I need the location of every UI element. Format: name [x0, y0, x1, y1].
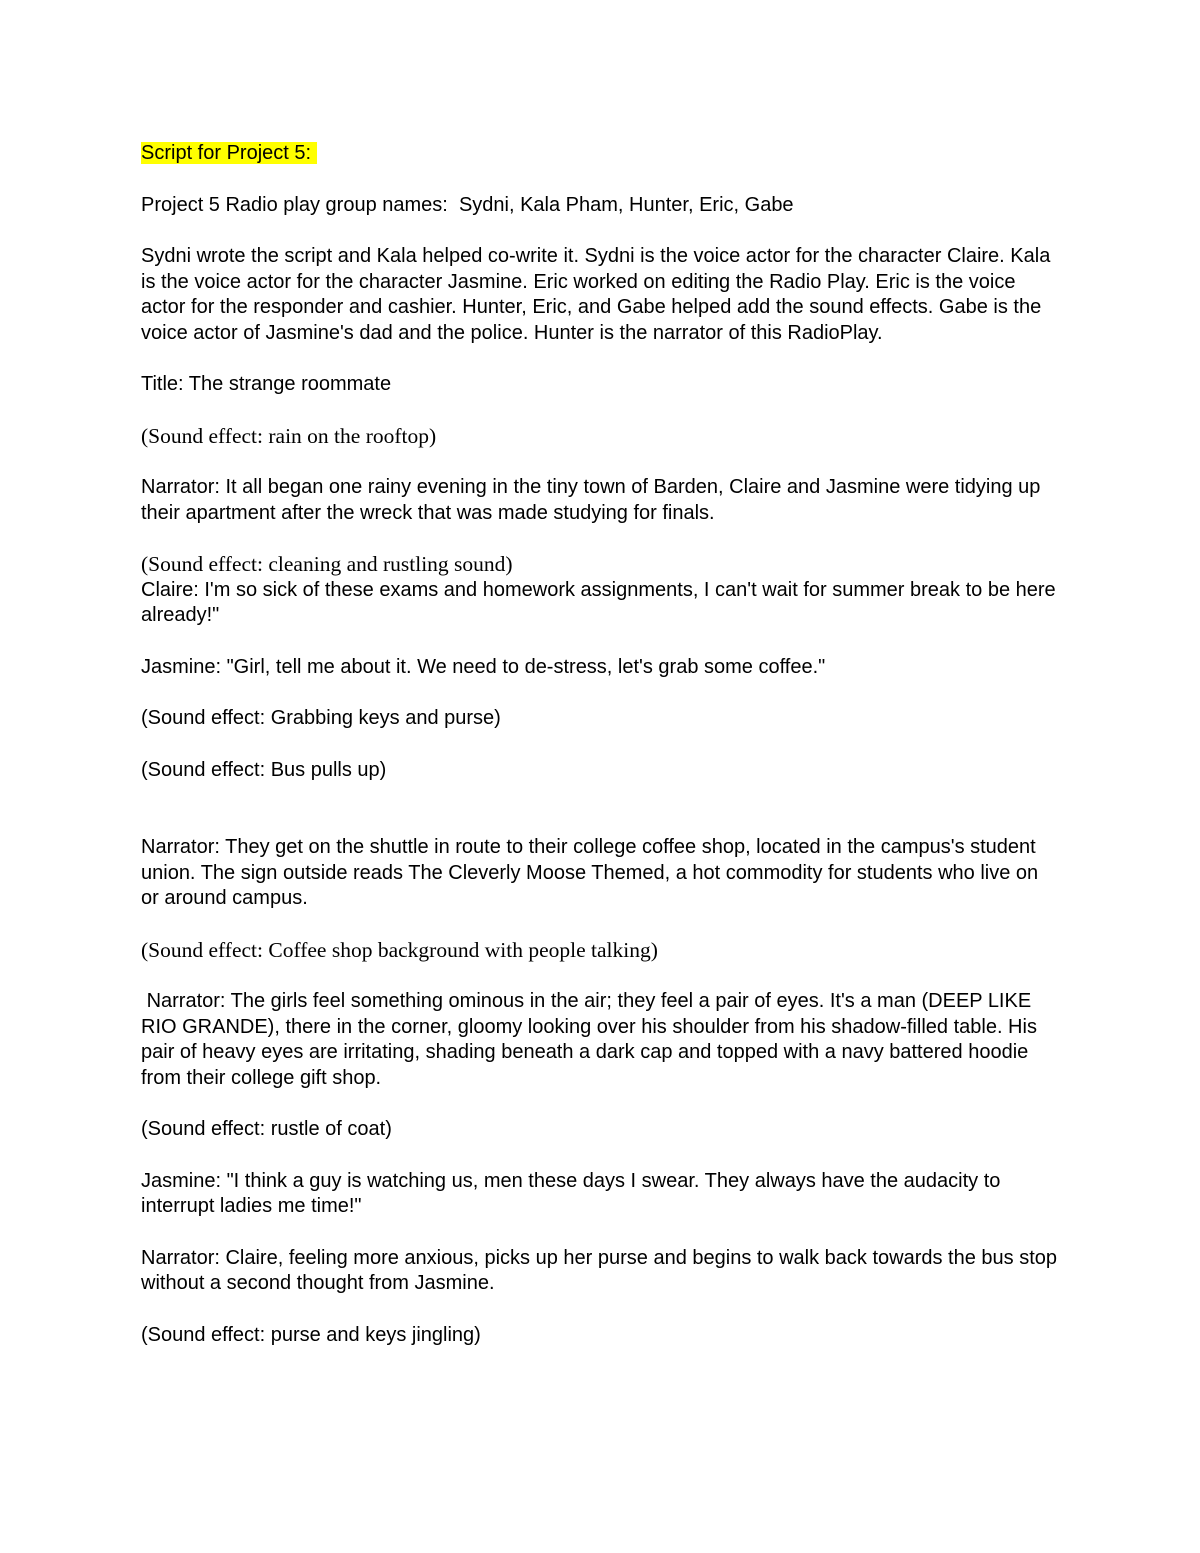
narrator-line-2: Narrator: They get on the shuttle in route to their college coffee shop, located in the campus's student union. The sign outside reads The Cleverly Moose Themed, a hot commodity for students who live on or around campus. [141, 836, 1044, 909]
script-heading [141, 141, 1061, 167]
sound-effect-jingling: (Sound effect: purse and keys jingling) [141, 1323, 481, 1346]
claire-line-1: Claire: I'm so sick of these exams and homework assignments, I can't wait for summer break to be here already!" [141, 578, 1062, 626]
sound-effect-coffee-shop: (Sound effect: Coffee shop background with people talking) [141, 937, 658, 962]
group-names: Project 5 Radio play group names: Sydni, Kala Pham, Hunter, Eric, Gabe [141, 193, 794, 216]
sound-effect-coat: (Sound effect: rustle of coat) [141, 1118, 392, 1140]
narrator-line-4: Narrator: Claire, feeling more anxious, picks up her purse and begins to walk back towards the bus stop without a second thought from Jasmine. [141, 1246, 1063, 1294]
heading-highlight: Script for Project 5: [141, 142, 317, 164]
narrator-line-3: Narrator: The girls feel something ominous in the air; they feel a pair of eyes. It's a man (DEEP LIKE RIO GRANDE), there in the corner, gloomy looking over his shoulder from his shadow-filled table. His pair of heavy eyes are irritating, shading beneath a dark cap and topped with a navy battered hoodie from their college gift shop. [141, 990, 1043, 1089]
credits-paragraph: Sydni wrote the script and Kala helped co-write it. Sydni is the voice actor for the character Claire. Kala is the voice actor for the character Jasmine. Eric worked on editing the Radio Play. Eric is the voice actor for the responder and cashier. Hunter, Eric, and Gabe helped add the sound effects. Gabe is the voice actor of Jasmine's dad and the police. Hunter is the narrator of this RadioPlay. [141, 245, 1056, 344]
jasmine-line-1: Jasmine: "Girl, tell me about it. We need to de-stress, let's grab some coffee." [141, 655, 826, 678]
document-body [141, 141, 1061, 1374]
narrator-line-1: Narrator: It all began one rainy evening in the tiny town of Barden, Claire and Jasmine were tidying up their apartment after the wreck that was made studying for finals. [141, 476, 1046, 524]
sound-effect-rain: (Sound effect: rain on the rooftop) [141, 423, 437, 448]
sound-effect-keys-purse: (Sound effect: Grabbing keys and purse) [141, 707, 501, 729]
blank-line [141, 809, 1061, 835]
sound-effect-cleaning: (Sound effect: cleaning and rustling sound) [141, 552, 513, 576]
sound-effect-bus: (Sound effect: Bus pulls up) [141, 758, 387, 781]
jasmine-line-2: Jasmine: "I think a guy is watching us, men these days I swear. They always have the audacity to interrupt ladies me time!" [141, 1169, 1006, 1217]
play-title: Title: The strange roommate [141, 373, 392, 395]
